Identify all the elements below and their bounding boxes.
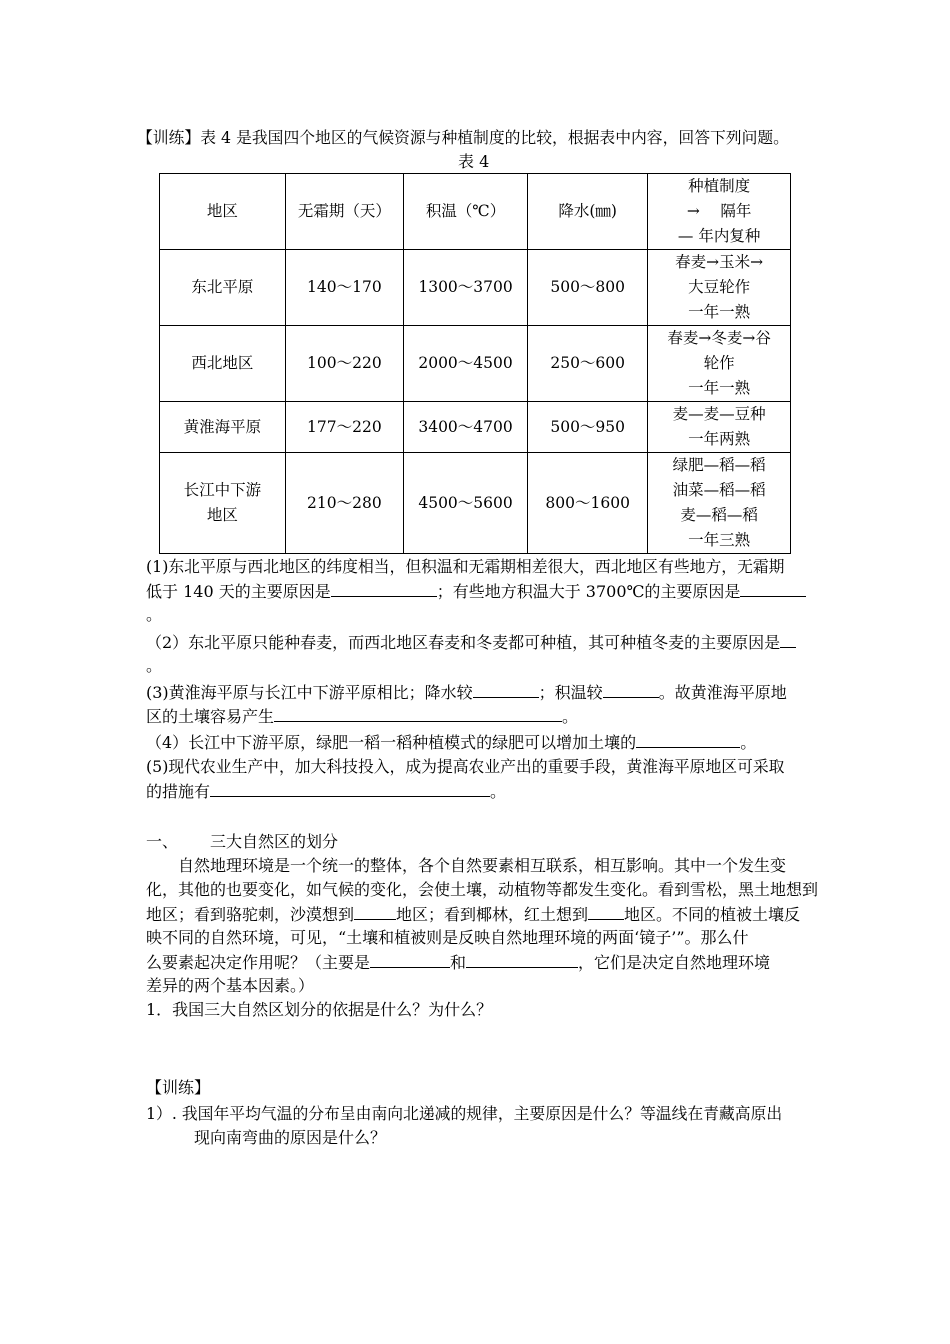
header-accumulated-temp: 积温（℃） <box>403 174 527 250</box>
cell-accumulated-temp: 3400～4700 <box>403 402 527 453</box>
section-question-1: 1．我国三大自然区划分的依据是什么？为什么？ <box>146 1000 493 1019</box>
paragraph-line: 自然地理环境是一个统一的整体，各个自然要素相互联系，相互影响。其中一个发生变 <box>178 856 787 875</box>
section-number: 一、 <box>146 832 179 851</box>
cell-frost-free: 210～280 <box>285 453 403 554</box>
section-title: 三大自然区的划分 <box>210 832 339 851</box>
training-label: 【训练】 <box>146 1078 211 1097</box>
question-3-line-1: (3)黄淮海平原与长江中下游平原相比；降水较 ；积温较 。故黄淮海平原地 <box>146 680 787 705</box>
table-row <box>160 402 791 453</box>
cell-frost-free: 177～220 <box>285 402 403 453</box>
answer-blank[interactable] <box>331 579 437 597</box>
table-caption: 表 4 <box>458 152 490 171</box>
question-5-line-2: 的措施有 。 <box>146 779 506 804</box>
answer-blank[interactable] <box>603 680 659 698</box>
answer-blank[interactable] <box>370 950 450 968</box>
cell-region: 长江中下游 地区 <box>160 453 286 554</box>
cell-precipitation: 800～1600 <box>528 453 648 554</box>
cell-accumulated-temp: 4500～5600 <box>403 453 527 554</box>
cell-frost-free: 140～170 <box>285 250 403 326</box>
question-2-line-1: （2）东北平原只能种春麦，而西北地区春麦和冬麦都可种植，其可种植冬麦的主要原因是 <box>146 630 796 655</box>
header-region: 地区 <box>160 174 286 250</box>
question-3-line-2: 区的土壤容易产生 。 <box>146 704 578 729</box>
cell-precipitation: 500～800 <box>528 250 648 326</box>
answer-blank[interactable] <box>473 680 539 698</box>
cell-frost-free: 100～220 <box>285 326 403 402</box>
header-planting-system: 种植制度 → 隔年 — 年内复种 <box>648 174 791 250</box>
cell-planting: 绿肥—稻—稻 油菜—稻—稻 麦—稻—稻 一年三熟 <box>648 453 791 554</box>
table-header-row <box>160 174 791 250</box>
question-1-end: 。 <box>146 605 163 624</box>
paragraph-line: 差异的两个基本因素。） <box>146 976 315 995</box>
training-intro: 【训练】表 4 是我国四个地区的气候资源与种植制度的比较，根据表中内容，回答下列问题。 <box>137 128 789 147</box>
answer-blank[interactable] <box>274 704 562 722</box>
answer-blank[interactable] <box>354 902 396 920</box>
answer-blank[interactable] <box>740 579 806 597</box>
cell-accumulated-temp: 2000～4500 <box>403 326 527 402</box>
table-row <box>160 250 791 326</box>
cell-accumulated-temp: 1300～3700 <box>403 250 527 326</box>
paragraph-line: 么要素起决定作用呢？（主要是 和 ，它们是决定自然地理环境 <box>146 950 770 975</box>
cell-region: 黄淮海平原 <box>160 402 286 453</box>
answer-blank[interactable] <box>588 902 624 920</box>
cell-precipitation: 500～950 <box>528 402 648 453</box>
answer-blank[interactable] <box>466 950 578 968</box>
question-4: （4）长江中下游平原，绿肥一稻一稻种植模式的绿肥可以增加土壤的 。 <box>146 730 756 755</box>
table-row <box>160 326 791 402</box>
training-question-line-1: 1）. 我国年平均气温的分布呈由南向北递减的规律，主要原因是什么？等温线在青藏高原出 <box>146 1104 783 1123</box>
cell-precipitation: 250～600 <box>528 326 648 402</box>
question-2-end: 。 <box>146 656 163 675</box>
cell-region: 西北地区 <box>160 326 286 402</box>
answer-blank[interactable] <box>780 630 796 648</box>
paragraph-line: 化，其他的也要变化，如气候的变化，会使土壤，动植物等都发生变化。看到雪松，黑土地想到 <box>146 880 819 899</box>
climate-planting-table <box>159 173 791 554</box>
cell-planting: 春麦→冬麦→谷 轮作 一年一熟 <box>648 326 791 402</box>
paragraph-line: 映不同的自然环境，可见，“土壤和植被则是反映自然地理环境的两面‘镜子’”。那么什 <box>146 928 749 947</box>
answer-blank[interactable] <box>210 779 490 797</box>
header-precipitation: 降水(㎜) <box>528 174 648 250</box>
cell-planting: 麦—麦—豆种 一年两熟 <box>648 402 791 453</box>
cell-region: 东北平原 <box>160 250 286 326</box>
paragraph-line: 地区；看到骆驼刺，沙漠想到 地区；看到椰林，红土想到 地区。不同的植被土壤反 <box>146 902 800 927</box>
answer-blank[interactable] <box>636 730 740 748</box>
cell-planting: 春麦→玉米→ 大豆轮作 一年一熟 <box>648 250 791 326</box>
table-row <box>160 453 791 554</box>
question-5-line-1: (5)现代农业生产中，加大科技投入，成为提高农业产出的重要手段，黄淮海平原地区可采取 <box>146 757 785 776</box>
question-1-line-1: (1)东北平原与西北地区的纬度相当，但积温和无霜期相差很大，西北地区有些地方，无霜期 <box>146 557 785 576</box>
header-frost-free: 无霜期（天） <box>285 174 403 250</box>
training-question-line-2: 现向南弯曲的原因是什么？ <box>194 1128 387 1147</box>
question-1-line-2: 低于 140 天的主要原因是 ；有些地方积温大于 3700℃的主要原因是 <box>146 579 806 604</box>
